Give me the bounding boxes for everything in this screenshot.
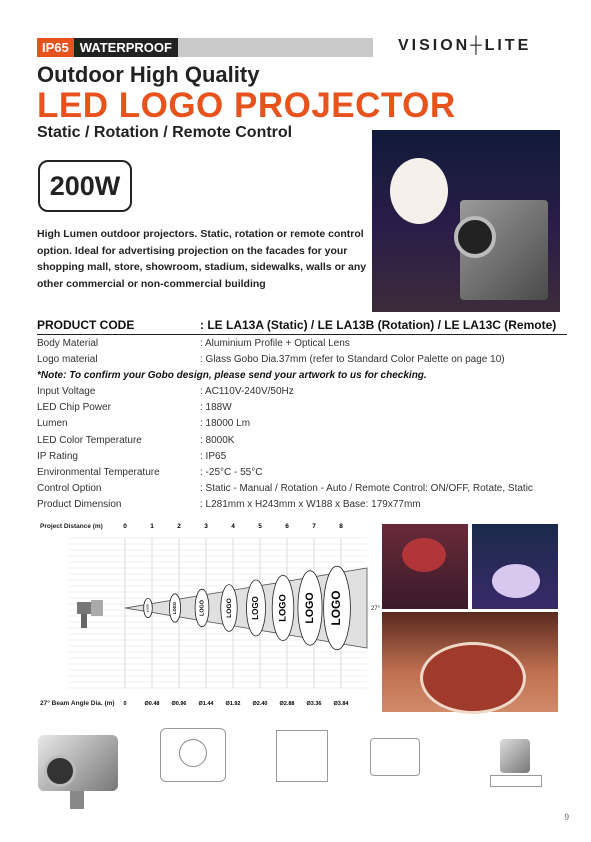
- projection-diagram: [37, 520, 381, 710]
- lens-icon: [44, 755, 76, 787]
- distance-tick: 6: [285, 523, 289, 530]
- sample-logo-image: [402, 538, 446, 572]
- distance-axis-label: Project Distance (m): [40, 523, 103, 530]
- logo-text: LOGO: [145, 603, 150, 613]
- title-line1: Outdoor High Quality: [37, 62, 260, 87]
- sample-logo-image: [420, 642, 526, 714]
- waterproof-badge: WATERPROOF: [74, 38, 178, 57]
- spec-row: Environmental Temperature : -25°C - 55°C: [37, 466, 263, 478]
- logo-text: LOGO: [172, 601, 178, 615]
- diameter-tick: Ø2.40: [252, 701, 268, 707]
- beam-angle-label: 27°: [371, 606, 381, 612]
- spec-row: Logo material : Glass Gobo Dia.37mm (refer to Standard Color Palette on page 10): [37, 353, 505, 365]
- distance-tick: 7: [312, 523, 316, 530]
- brand-logo: VISION┼LITE: [398, 37, 532, 54]
- spec-note: *Note: To confirm your Gobo design, please send your artwork to us for checking.: [37, 369, 427, 381]
- sample-photo-3: [382, 612, 558, 712]
- spec-head: PRODUCT CODE : LE LA13A (Static) / LE LA13B (Rotation) / LE LA13C (Remote): [37, 316, 567, 335]
- spec-row: LED Color Temperature : 8000K: [37, 434, 235, 446]
- diameter-tick: Ø0.48: [144, 701, 160, 707]
- spec-row: Body Material : Aluminium Profile + Optical Lens: [37, 337, 350, 349]
- distance-tick: 2: [177, 523, 181, 530]
- diameter-ticks: [123, 701, 349, 707]
- spec-row: Input Voltage : AC110V-240V/50Hz: [37, 385, 294, 397]
- hero-photo: [372, 130, 560, 312]
- product-drawing-3: [276, 730, 328, 782]
- diameter-tick: 0: [123, 701, 127, 707]
- sample-logo-image: [492, 564, 540, 598]
- product-drawing-2: [160, 728, 226, 782]
- projected-logo-image: [390, 158, 448, 224]
- distance-tick: 4: [231, 523, 235, 530]
- beam-axis-label: 27° Beam Angle Dia. (m): [40, 700, 115, 707]
- diameter-tick: Ø3.84: [333, 701, 349, 707]
- description: High Lumen outdoor projectors. Static, rotation or remote control option. Ideal for advertising projection on the facades for your shopping mall, store, showroom, stadium, sidewalks, walls or any other commercial or non-commercial building: [37, 228, 367, 290]
- spec-row: Lumen : 18000 Lm: [37, 418, 251, 430]
- product-drawing-1: [30, 725, 130, 815]
- diameter-tick: Ø3.36: [306, 701, 322, 707]
- diameter-tick: Ø2.88: [279, 701, 295, 707]
- distance-tick: 5: [258, 523, 262, 530]
- projector-icon: [77, 600, 103, 628]
- logo-text: LOGO: [225, 598, 233, 618]
- logo-text: LOGO: [251, 596, 261, 620]
- distance-tick: 0: [123, 523, 127, 530]
- logo-text: LOGO: [199, 600, 206, 616]
- header-bar: [178, 38, 373, 57]
- title-line3: Static / Rotation / Remote Control: [37, 124, 293, 141]
- sample-photo-2: [472, 524, 558, 609]
- title-line2: LED LOGO PROJECTOR: [37, 86, 456, 125]
- logo-text: LOGO: [277, 594, 288, 622]
- distance-ticks: [123, 523, 343, 530]
- ip-rating-badge: IP65: [37, 38, 74, 57]
- diameter-tick: Ø1.92: [225, 701, 241, 707]
- spec-table: [37, 316, 567, 513]
- diameter-tick: Ø0.96: [171, 701, 187, 707]
- spec-row: IP Rating : IP65: [37, 450, 227, 462]
- diameter-tick: Ø1.44: [198, 701, 214, 707]
- distance-tick: 8: [339, 523, 343, 530]
- page-number: 9: [564, 812, 569, 822]
- wattage-box: 200W: [38, 160, 132, 212]
- lens-icon: [454, 216, 496, 258]
- spec-row: LED Chip Power : 188W: [37, 402, 232, 414]
- spec-row: Control Option : Static - Manual / Rotation - Auto / Remote Control: ON/OFF, Rotate, Static: [37, 483, 533, 495]
- distance-tick: 3: [204, 523, 208, 530]
- header-badge: [37, 38, 373, 57]
- spec-row: Product Dimension : L281mm x H243mm x W188 x Base: 179x77mm: [37, 499, 421, 511]
- product-drawing-4: [370, 738, 420, 776]
- product-drawing-5: [480, 735, 550, 795]
- sample-photo-1: [382, 524, 468, 609]
- logo-text: LOGO: [303, 592, 316, 624]
- distance-tick: 1: [150, 523, 154, 530]
- logo-text: LOGO: [329, 590, 344, 626]
